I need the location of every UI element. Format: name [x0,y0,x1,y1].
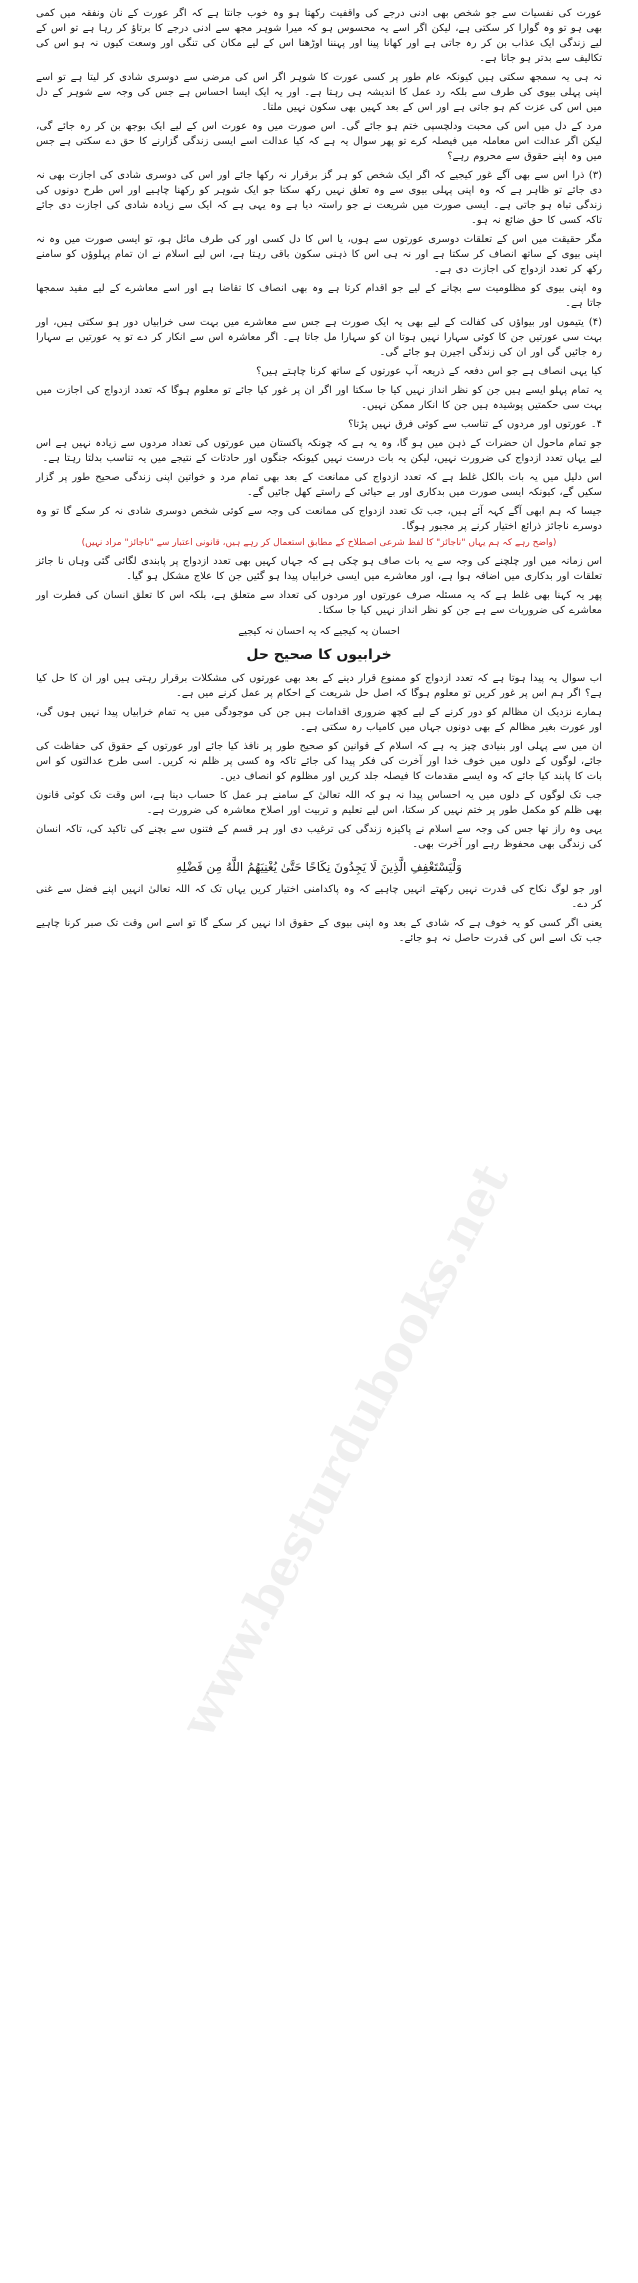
paragraph: اس زمانہ میں اور چلچنے کی وجہ سے یہ بات صاف ہو چکی ہے کہ جہاں کہیں بھی تعدد ازدواج پر پابندی لگائی گئی وہاں نا جائز تعلقات اور بدکاری میں اضافہ ہوا ہے، اور معاشرے میں ایسی خرابیاں پیدا ہو گئیں جن کا علاج مشکل ہو گیا۔ [36,556,602,582]
special-note: (واضح رہے کہ ہم یہاں "ناجائز" کا لفظ شرعی اصطلاح کے مطابق استعمال کر رہے ہیں، قانونی اعتبار سے "ناجائز" مراد نہیں) [81,538,557,548]
paragraph: عورت کی نفسیات سے جو شخص بھی ادنی درجے کی واقفیت رکھتا ہو وہ خوب جانتا ہے کہ اگر عورت کے نان ونفقہ میں کمی بھی ہو تو وہ گوارا کر سکتی ہے، لیکن اگر اسے یہ محسوس ہو کہ میرا شوہر مجھ سے ادنی درجے کا برتاؤ کر رہا ہے تو اس کے لیے زندگی ایک عذاب بن کر رہ جاتی ہے اور کھانا پینا اور پہننا اوڑھنا اس کے لیے مکان کی تنگی اور وسعت کیوں نہ ہو اس کی تکالیف سے بدتر ہو جاتا ہے۔ [36,8,602,64]
section-subheading: ۴۔ عورتوں اور مردوں کے تناسب سے کوئی فرق نہیں پڑتا؟ [348,419,602,430]
paragraph: یعنی اگر کسی کو یہ خوف ہے کہ شادی کے بعد وہ اپنی بیوی کے حقوق ادا نہیں کر سکے گا تو اسے اس وقت تک صبر کرنا چاہیے جب تک اسے اس کی قدرت حاصل نہ ہو جائے۔ [36,918,602,944]
quran-verse: وَلْيَسْتَعْفِفِ الَّذِينَ لَا يَجِدُونَ نِكَاحًا حَتَّىٰ يُغْنِيَهُمُ اللَّهُ مِن فَضْلِهِ [176,860,462,874]
paragraph: ہمارے نزدیک ان مظالم کو دور کرنے کے لیے کچھ ضروری اقدامات ہیں جن کی موجودگی میں یہ تمام خرابیاں پیدا نہیں ہوں گی، اور عورت بغیر مظالم کے بھی دونوں جہاں میں کامیاب رہ سکتی ہے۔ [36,707,602,733]
paragraph: (۴) یتیموں اور بیواؤں کی کفالت کے لیے بھی یہ ایک صورت ہے جس سے معاشرے میں بہت سی خرابیاں دور ہو سکتی ہیں، اور بہت سی عورتیں جن کا کوئی سہارا نہیں ہوتا ان کو سہارا مل جاتا ہے۔ اگر معاشرہ اس سے انکار کر دے تو یہ عورتیں بے سہارا رہ جائیں گی اور ان کی زندگی اجیرن ہو جائے گی۔ [36,317,602,358]
paragraph: اس دلیل میں یہ بات بالکل غلط ہے کہ تعدد ازدواج کی ممانعت کے بعد بھی تمام مرد و خواتین اپنی زندگی صحیح طور پر گزار سکیں گے، کیونکہ ایسی صورت میں بدکاری اور بے حیائی کے راستے کھل جائیں گے۔ [36,472,602,498]
paragraph: ان میں سے پہلی اور بنیادی چیز یہ ہے کہ اسلام کے قوانین کو صحیح طور پر نافذ کیا جائے اور عورتوں کے حقوق کی حفاظت کی جائے، لوگوں کے دلوں میں خوف خدا اور آخرت کی فکر پیدا کی جائے تاکہ وہ کسی پر ظلم نہ کریں۔ اسی طرح عدالتوں کو اس بات کا پابند کیا جائے کہ وہ ایسے مقدمات کا فیصلہ جلد کریں اور مظلوم کو انصاف دیں۔ [36,741,602,782]
paragraph: جو تمام ماحول ان حضرات کے ذہن میں ہو گا، وہ یہ ہے کہ چونکہ پاکستان میں عورتوں کی تعداد مردوں سے زیادہ نہیں ہے اس لیے یہاں تعدد ازدواج کی ضرورت نہیں، لیکن یہ بات درست نہیں کیونکہ جنگوں اور حادثات کے نتیجے میں یہ تناسب بدلتا رہتا ہے۔ [36,438,602,464]
paragraph: پھر یہ کہنا بھی غلط ہے کہ یہ مسئلہ صرف عورتوں اور مردوں کی تعداد سے متعلق ہے، بلکہ اس کا تعلق انسان کی فطرت اور معاشرے کی ضروریات سے ہے جن کو نظر انداز نہیں کیا جا سکتا۔ [36,590,602,616]
paragraph: کیا یہی انصاف ہے جو اس دفعہ کے ذریعہ آپ عورتوں کے ساتھ کرنا چاہتے ہیں؟ [256,366,602,377]
paragraph: اور جو لوگ نکاح کی قدرت نہیں رکھتے انہیں چاہیے کہ وہ پاکدامنی اختیار کریں یہاں تک کہ اللہ تعالیٰ انہیں اپنے فضل سے غنی کر دے۔ [36,884,602,910]
paragraph: جیسا کہ ہم ابھی آگے کہہ آئے ہیں، جب تک تعدد ازدواج کی ممانعت کی وجہ سے کوئی شخص دوسری شادی نہ کر سکے گا تو وہ دوسرے ناجائز ذرائع اختیار کرنے پر مجبور ہوگا۔ [36,506,602,532]
paragraph: یہ تمام پہلو ایسے ہیں جن کو نظر انداز نہیں کیا جا سکتا اور اگر ان پر غور کیا جائے تو معلوم ہوگا کہ تعدد ازدواج کی اجازت میں بہت سی حکمتیں پوشیدہ ہیں جن کا انکار ممکن نہیں۔ [36,385,602,411]
section-heading: خرابیوں کا صحیح حل [246,647,392,663]
watermark-text: www.besturdubooks.net [170,1154,520,1747]
paragraph: نہ ہی یہ سمجھ سکتی ہیں کیونکہ عام طور پر کسی عورت کا شوہر اگر اس کی مرضی سے دوسری شادی کر لیتا ہے تو اسے اپنی پہلی بیوی کی طرف سے بلکہ رد عمل کا اندیشہ ہی رہتا ہے۔ اور یہ ایک ایسا احساس ہے جس کی وجہ سے شوہر کے دل میں اس کی عزت کم ہو جاتی ہے اور اس کے بعد کہیں بھی سکون نہیں ملتا۔ [36,72,602,113]
paragraph: اب سوال یہ پیدا ہوتا ہے کہ تعدد ازدواج کو ممنوع قرار دینے کے بعد بھی عورتوں کی مشکلات برقرار رہتی ہیں اور ان کا حل کیا ہے؟ اگر ہم اس پر غور کریں تو معلوم ہوگا کہ اصل حل شریعت کے احکام پر عمل کرنے میں ہے۔ [36,673,602,699]
paragraph: مرد کے دل میں اس کی محبت ودلچسپی ختم ہو جائے گی۔ اس صورت میں وہ عورت اس کے لیے ایک بوجھ بن کر رہ جائے گی، لیکن اگر عدالت اس معاملہ میں فیصلہ کرے تو پھر سوال یہ ہے کہ کیا عدالت اسے ایسی زندگی گزارنے کا حق دے سکتی ہے جس میں وہ اپنے حقوق سے محروم رہے؟ [36,121,602,162]
paragraph: مگر حقیقت میں اس کے تعلقات دوسری عورتوں سے ہوں، یا اس کا دل کسی اور کی طرف مائل ہو، تو ایسی صورت میں وہ نہ اپنی بیوی کے ساتھ انصاف کر سکتا ہے اور نہ ہی اس کا ذہنی سکون باقی رہتا ہے، اس لیے اسلام نے ان تمام پہلوؤں کو سامنے رکھ کر تعدد ازدواج کی اجازت دی ہے۔ [36,234,602,275]
article-page [36,6,602,2276]
paragraph: وہ اپنی بیوی کو مظلومیت سے بچانے کے لیے جو اقدام کرتا ہے وہ بھی انصاف کا تقاضا ہے اور اسے معاشرے کے لیے مفید سمجھا جاتا ہے۔ [36,283,602,309]
quote-line: احسان یہ کیجیے کہ یہ احسان نہ کیجیے [238,626,400,637]
paragraph: (۳) ذرا اس سے بھی آگے غور کیجیے کہ اگر ایک شخص کو ہر گز برقرار نہ رکھا جائے اور اس کی دوسری شادی کی اجازت بھی نہ دی جائے تو ظاہر ہے کہ وہ اپنی پہلی بیوی سے وہ تعلق نہیں رکھ سکتا جو ایک شوہر کو رکھنا چاہیے اور اس طرح دونوں کی زندگی تباہ ہو جاتی ہے۔ ایسی صورت میں شریعت نے جو راستہ دیا ہے وہ یہی ہے کہ ایک سے زیادہ شادی کی اجازت دی جائے تاکہ کسی کا حق ضائع نہ ہو۔ [36,170,602,226]
paragraph: یہی وہ راز تھا جس کی وجہ سے اسلام نے پاکیزہ زندگی کی ترغیب دی اور ہر قسم کے فتنوں سے بچنے کی تاکید کی، تاکہ انسان کی زندگی بھی محفوظ رہے اور آخرت بھی۔ [36,824,602,850]
paragraph: جب تک لوگوں کے دلوں میں یہ احساس پیدا نہ ہو کہ اللہ تعالیٰ کے سامنے ہر عمل کا حساب دینا ہے، اس وقت تک کوئی قانون بھی ظلم کو مکمل طور پر ختم نہیں کر سکتا، اس لیے تعلیم و تربیت اور اصلاح معاشرہ کی ضرورت ہے۔ [36,790,602,816]
